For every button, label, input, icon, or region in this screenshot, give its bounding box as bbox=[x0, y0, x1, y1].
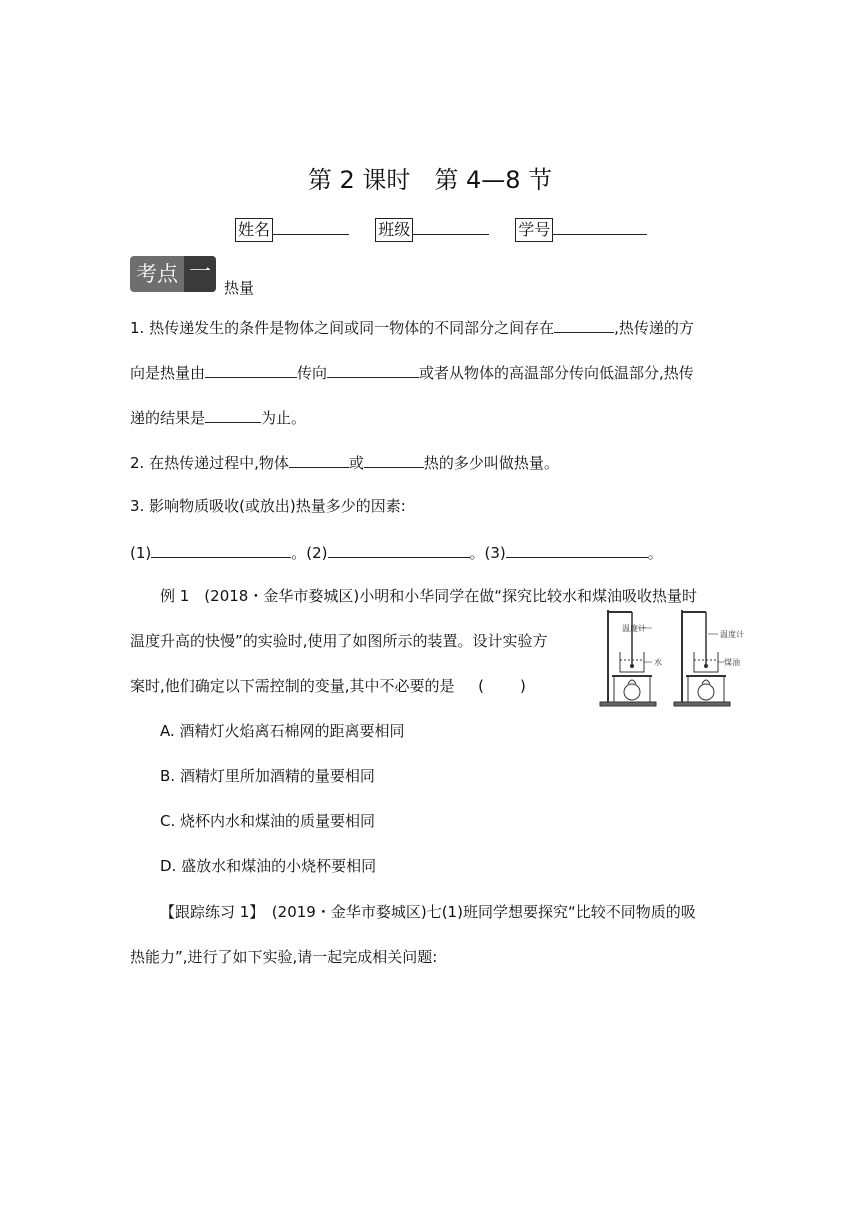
section-heading: 热量 bbox=[224, 279, 255, 297]
q2-blank-1[interactable] bbox=[289, 451, 349, 468]
q1-blank-3[interactable] bbox=[327, 361, 419, 378]
q3-label-2: 。(2) bbox=[291, 544, 328, 562]
example-line2: 温度升高的快慢”的实验时,使用了如图所示的装置。设计实验方 bbox=[130, 632, 548, 650]
section-badge-number: 一 bbox=[184, 256, 216, 292]
id-blank[interactable] bbox=[553, 218, 647, 235]
q1-text-2a: 向是热量由 bbox=[130, 364, 206, 382]
option-b[interactable]: B. 酒精灯里所加酒精的量要相同 bbox=[160, 767, 375, 785]
q1-line1 bbox=[130, 316, 694, 338]
q3-end: 。 bbox=[647, 544, 663, 562]
apparatus-right bbox=[674, 610, 730, 706]
example-line3-text: 案时,他们确定以下需控制的变量,其中不必要的是 bbox=[130, 677, 455, 695]
q1-line2 bbox=[130, 361, 694, 383]
q1-text-2c: 或者从物体的高温部分传向低温部分,热传 bbox=[419, 364, 694, 382]
q1-text-3a: 递的结果是 bbox=[130, 409, 206, 427]
q2-text-c: 热的多少叫做热量。 bbox=[423, 454, 559, 472]
class-label: 班级 bbox=[375, 218, 413, 242]
q3-prompt: 3. 影响物质吸收(或放出)热量多少的因素: bbox=[130, 497, 406, 515]
q1-text-1a: 1. 热传递发生的条件是物体之间或同一物体的不同部分之间存在 bbox=[130, 319, 555, 337]
label-water: 水 bbox=[654, 658, 662, 667]
q3-blank-2[interactable] bbox=[328, 541, 470, 558]
q2-blank-2[interactable] bbox=[364, 451, 424, 468]
q1-line3 bbox=[130, 406, 306, 428]
answer-bracket-open: ( bbox=[478, 677, 484, 695]
stand-base-left bbox=[600, 702, 656, 706]
practice-line2: 热能力”,进行了如下实验,请一起完成相关问题: bbox=[130, 948, 438, 966]
class-blank[interactable] bbox=[413, 218, 489, 235]
section-badge bbox=[130, 256, 216, 292]
practice-line1: 【跟踪练习 1】 (2019・金华市婺城区)七(1)班同学想要探究“比较不同物质的吸 bbox=[160, 903, 696, 921]
q1-text-2b: 传向 bbox=[297, 364, 328, 382]
label-kerosene: 煤油 bbox=[724, 658, 740, 667]
option-d[interactable]: D. 盛放水和煤油的小烧杯要相同 bbox=[160, 857, 377, 875]
burner-left bbox=[624, 684, 640, 700]
page-title: 第 2 课时 第 4—8 节 bbox=[307, 166, 553, 194]
q1-blank-2[interactable] bbox=[205, 361, 297, 378]
q2-line bbox=[130, 451, 559, 473]
stand-base-right bbox=[674, 702, 730, 706]
q3-blank-3[interactable] bbox=[506, 541, 648, 558]
q3-answers bbox=[130, 541, 663, 563]
q1-text-1b: ,热传递的方 bbox=[614, 319, 694, 337]
q2-text-b: 或 bbox=[348, 454, 364, 472]
example-line3 bbox=[130, 676, 526, 696]
name-label: 姓名 bbox=[235, 218, 273, 242]
q1-blank-4[interactable] bbox=[205, 406, 261, 423]
name-blank[interactable] bbox=[273, 218, 349, 235]
burner-right bbox=[698, 684, 714, 700]
option-a[interactable]: A. 酒精灯火焰离石棉网的距离要相同 bbox=[160, 722, 405, 740]
q1-text-3b: 为止。 bbox=[261, 409, 307, 427]
id-label: 学号 bbox=[515, 218, 553, 242]
q3-label-3: 。(3) bbox=[469, 544, 506, 562]
option-c[interactable]: C. 烧杯内水和煤油的质量要相同 bbox=[160, 812, 376, 830]
label-thermometer-right: 温度计 bbox=[720, 630, 744, 639]
q2-text-a: 2. 在热传递过程中,物体 bbox=[130, 454, 289, 472]
experiment-figure bbox=[594, 608, 754, 708]
answer-bracket-close: ) bbox=[519, 677, 526, 695]
student-info-row bbox=[235, 218, 647, 242]
q1-blank-1[interactable] bbox=[554, 316, 614, 333]
example-line1: 例 1 (2018・金华市婺城区)小明和小华同学在做“探究比较水和煤油吸收热量时 bbox=[160, 587, 697, 605]
q3-blank-1[interactable] bbox=[151, 541, 291, 558]
q3-label-1: (1) bbox=[130, 544, 152, 562]
label-thermometer-left: 温度计 bbox=[622, 624, 646, 633]
section-badge-text: 考点 bbox=[136, 262, 178, 286]
